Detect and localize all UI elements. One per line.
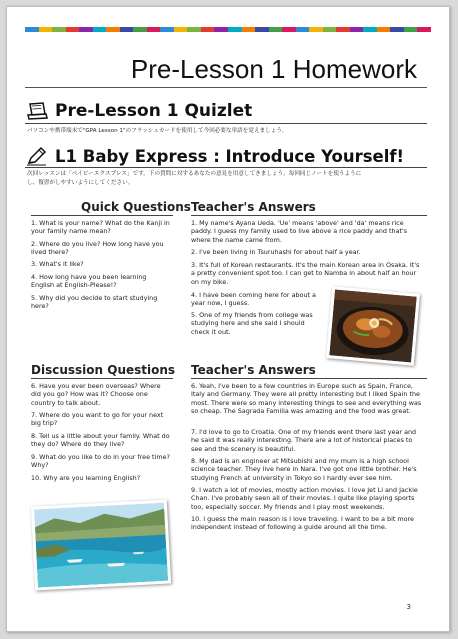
- color-stripe-bar: [25, 27, 431, 32]
- color-stripe-segment: [79, 27, 93, 32]
- color-stripe-segment: [147, 27, 161, 32]
- baby-express-divider: [25, 167, 427, 168]
- discussion-answers-heading: Teacher's Answers: [191, 363, 316, 377]
- discussion-questions-rule: [31, 378, 173, 379]
- color-stripe-segment: [282, 27, 296, 32]
- discussion-answers-rule: [191, 378, 427, 379]
- color-stripe-segment: [25, 27, 39, 32]
- color-stripe-segment: [242, 27, 256, 32]
- color-stripe-segment: [255, 27, 269, 32]
- worksheet-page: [6, 6, 450, 632]
- color-stripe-segment: [323, 27, 337, 32]
- discussion-questions-heading: Discussion Questions: [31, 363, 176, 377]
- quick-answer-4: 4. I have been coming here for about a year now, I guess.: [191, 291, 316, 308]
- color-stripe-segment: [228, 27, 242, 32]
- color-stripe-segment: [350, 27, 364, 32]
- color-stripe-segment: [309, 27, 323, 32]
- discussion-answer-8: 8. My dad is an engineer at Mitsubishi and my mum is a high school science teacher. They live here in Nara. I've got one little brother. He's studying French at university in Tokyo so I hardly ever see him.: [191, 457, 417, 482]
- quick-question-4: 4. How long have you been learning English at English-Please!?: [31, 273, 147, 290]
- discussion-answer-7: 7. I'd love to go to Croatia. One of my friends went there last year and he said it was really interesting. There are a lot of historical places to see and the scenery is beautiful.: [191, 428, 417, 453]
- quick-questions-heading: Quick Questions: [81, 200, 191, 214]
- color-stripe-segment: [106, 27, 120, 32]
- discussion-question-10: 10. Why are you learning English?: [31, 474, 141, 482]
- quick-answer-2: 2. I've been living in Tsuruhashi for about half a year.: [191, 248, 361, 256]
- color-stripe-segment: [363, 27, 377, 32]
- quizlet-section-heading: [25, 101, 427, 121]
- coastal-bay-photo: [31, 499, 171, 590]
- baby-express-heading-text: L1 Baby Express : Introduce Yourself!: [55, 146, 405, 166]
- color-stripe-segment: [201, 27, 215, 32]
- color-stripe-segment: [93, 27, 107, 32]
- quick-answers-heading: Teacher's Answers: [191, 200, 316, 214]
- color-stripe-segment: [417, 27, 431, 32]
- color-stripe-segment: [66, 27, 80, 32]
- color-stripe-segment: [404, 27, 418, 32]
- discussion-question-9: 9. What do you like to do in your free time? Why?: [31, 453, 170, 470]
- discussion-answer-10: 10. I guess the main reason is I love traveling. I want to be a bit more independent instead of following a guide around all the time.: [191, 515, 414, 532]
- color-stripe-segment: [377, 27, 391, 32]
- quick-question-5: 5. Why did you decide to start studying here?: [31, 294, 158, 311]
- title-divider: [25, 87, 427, 88]
- quizlet-divider: [25, 123, 427, 124]
- laptop-icon: [25, 101, 49, 121]
- color-stripe-segment: [296, 27, 310, 32]
- discussion-question-8: 8. Tell us a little about your family. What do they do? Where do they live?: [31, 432, 170, 449]
- page-number: 3: [406, 603, 411, 611]
- color-stripe-segment: [174, 27, 188, 32]
- quick-question-3: 3. What's it like?: [31, 260, 84, 268]
- quick-answer-1: 1. My name's Ayana Ueda. 'Ue' means 'above' and 'da' means rice paddy. I guess my family used to live above a rice paddy and that's where the name came from.: [191, 219, 408, 244]
- baby-express-instruction-line2: し、復習がしやすいようにしてください。: [27, 180, 134, 186]
- color-stripe-segment: [214, 27, 228, 32]
- korean-food-photo: [326, 286, 420, 365]
- color-stripe-segment: [269, 27, 283, 32]
- discussion-question-7: 7. Where do you want to go for your next big trip?: [31, 411, 164, 428]
- quick-question-2: 2. Where do you live? How long have you lived there?: [31, 240, 164, 257]
- baby-express-section-heading: [25, 146, 427, 166]
- color-stripe-segment: [39, 27, 53, 32]
- color-stripe-segment: [187, 27, 201, 32]
- color-stripe-segment: [52, 27, 66, 32]
- discussion-answer-9: 9. I watch a lot of movies, mostly action movies. I love Jet Li and Jackie Chan. I've probably seen all of their movies. I quite like playing sports too, especially soccer. My friends and I play most weekends.: [191, 486, 418, 511]
- pencil-icon: [25, 146, 49, 166]
- discussion-answer-6: 6. Yeah, I've been to a few countries in Europe such as Spain, France, Italy and Germany. They were all pretty interesting but I liked Spain the most. There were so many interesting things to see and everything was so cheap. The Sagrada Familia was amazing and the food was great.: [191, 382, 422, 416]
- quizlet-instruction: パソコンや携帯端末で"GPA Lesson 1"のフラッシュカードを使用して今回必要な単語を覚えましょう。: [27, 128, 288, 134]
- color-stripe-segment: [133, 27, 147, 32]
- quick-answer-5: 5. One of my friends from college was studying here and she said I should check it out.: [191, 311, 313, 336]
- quick-answers-rule: [191, 215, 427, 216]
- color-stripe-segment: [160, 27, 174, 32]
- quick-answer-3: 3. It's full of Korean restaurants. It's the main Korean area in Osaka. It's a pretty convenient spot too. I can get to Namba in about half an hour on my bike.: [191, 261, 420, 286]
- page-title: Pre-Lesson 1 Homework: [130, 54, 417, 84]
- discussion-question-6: 6. Have you ever been overseas? Where did you go? How was it? Choose one country to talk about.: [31, 382, 161, 407]
- color-stripe-segment: [336, 27, 350, 32]
- quick-questions-rule: [31, 215, 173, 216]
- quick-question-1: 1. What is your name? What do the Kanji in your family name mean?: [31, 219, 170, 236]
- baby-express-instruction-line1: 次回レッスンは「ベイビーエクスプレス」です。下の質問に対するあなたの意見を用意してきましょう。毎回同じノートを使うように: [27, 171, 362, 177]
- color-stripe-segment: [390, 27, 404, 32]
- color-stripe-segment: [120, 27, 134, 32]
- quizlet-heading-text: Pre-Lesson 1 Quizlet: [55, 101, 253, 121]
